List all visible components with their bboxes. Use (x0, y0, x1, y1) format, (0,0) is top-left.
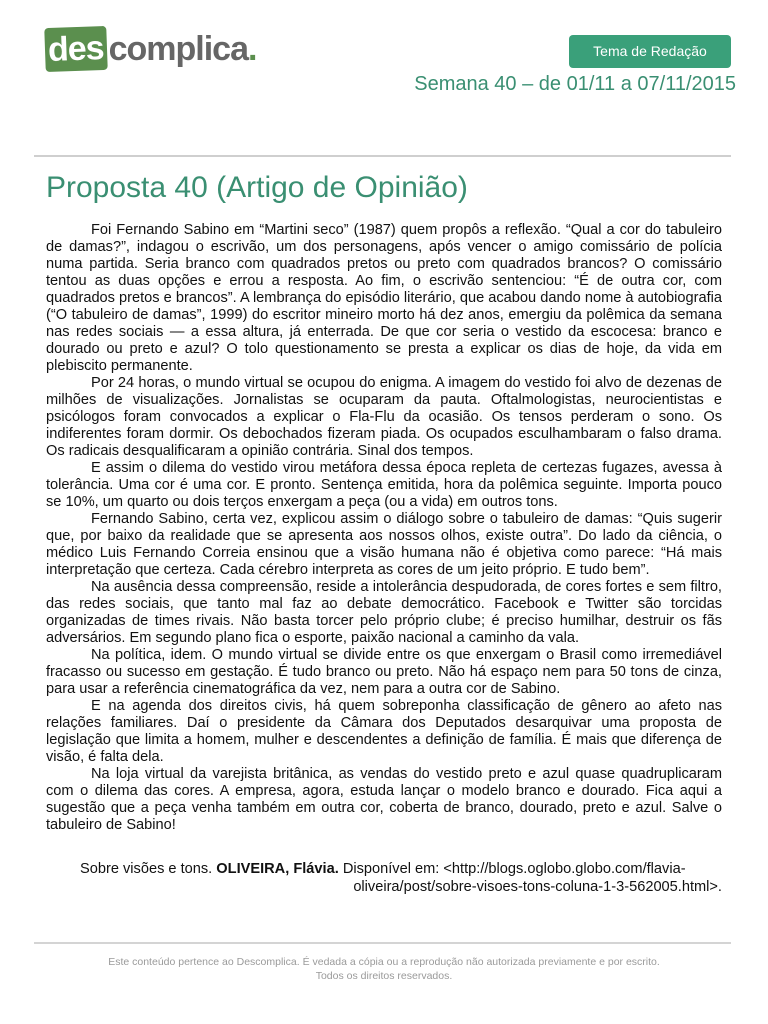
citation-author: OLIVEIRA, Flávia. (216, 861, 339, 877)
paragraph: Na política, idem. O mundo virtual se divide entre os que enxergam o Brasil como irremediável fracasso ou sucesso em gestação. É tudo branco ou preto. Não há espaço nem para 50 tons de cinza, para usar a referência cinematográfica da vez, nem para a outra cor de Sabino. (46, 647, 722, 697)
paragraph: Na ausência dessa compreensão, reside a intolerância despudorada, de cores fortes e sem filtro, das redes sociais, que tanto mal faz ao debate democrático. Facebook e Twitter são torcidas organizadas de times rivais. Não basta torcer pelo próprio clube; é preciso humilhar, destruir os fãs adversários. Em segundo plano fica o esporte, paixão nacional a caminho da vala. (46, 579, 722, 646)
logo-wordmark-text: complica (108, 30, 248, 68)
paragraph: Por 24 horas, o mundo virtual se ocupou do enigma. A imagem do vestido foi alvo de dezenas de milhões de visualizações. Jornalistas se ocuparam da pauta. Oftalmologistas, neurocientistas e psicólogos foram convocados a explicar o Fla-Flu da ocasião. Os tensos perderam o sono. Os indiferentes foram dormir. Os debochados fizeram piada. Os ocupados esculhambaram o falso drama. Os radicais desqualificaram a opinião contrária. Sinal dos tempos. (46, 375, 722, 459)
footer-notice (60, 955, 708, 983)
page-title: Proposta 40 (Artigo de Opinião) (46, 171, 468, 204)
logo-dot: . (247, 30, 257, 68)
paragraph: E na agenda dos direitos civis, há quem sobreponha classificação de gênero ao afeto nas relações familiares. Daí o presidente da Câmara dos Deputados desarquivar uma proposta de legislação que limita a homem, mulher e descendentes a definição de família. É mais que diferença de visão, é falta dela. (46, 698, 722, 765)
week-label: Semana 40 – de 01/11 a 07/11/2015 (414, 73, 736, 95)
citation-line-1 (80, 860, 722, 878)
tema-redacao-button[interactable]: Tema de Redação (569, 35, 731, 68)
citation-available: Disponível em: <http://blogs.oglobo.globo.com/flavia- (338, 861, 686, 877)
citation-prefix: Sobre visões e tons. (80, 861, 217, 877)
footer-line-1: Este conteúdo pertence ao Descomplica. É vedada a cópia ou a reprodução não autorizada previamente e por escrito. (108, 956, 660, 968)
paragraph: Na loja virtual da varejista britânica, as vendas do vestido preto e azul quase quadruplicaram com o dilema das cores. A empresa, agora, estuda lançar o modelo branco e dourado. Fica aqui a sugestão que a peça venha também em outra cor, coberta de branco, dourado, preto e azul. Salve o tabuleiro de Sabino! (46, 766, 722, 833)
paragraph: E assim o dilema do vestido virou metáfora dessa época repleta de certezas fugazes, avessa à tolerância. Uma cor é uma cor. E pronto. Sentença emitida, hora da polêmica seguinte. Importa pouco se 10%, um quarto ou dois terços enxergam a peça (ou a vida) em outros tons. (46, 460, 722, 510)
paragraph: Fernando Sabino, certa vez, explicou assim o diálogo sobre o tabuleiro de damas: “Quis sugerir que, por baixo da realidade que se apresenta aos nossos olhos, existe outra”. Do lado da ciência, o médico Luis Fernando Correia ensinou que a visão humana não é objetiva como parece: “Há mais interpretação que certeza. Cada cérebro interpreta as cores de um jeito próprio. E tudo bem”. (46, 511, 722, 578)
logo-badge: des (44, 26, 107, 72)
paragraph: Foi Fernando Sabino em “Martini seco” (1987) quem propôs a reflexão. “Qual a cor do tabuleiro de damas?”, indagou o escrivão, um dos personagens, após vencer o amigo comissário de polícia numa partida. Seria branco com quadrados pretos ou preto com quadrados brancos? O comissário tentou as duas opções e errou a resposta. Ao fim, o escrivão sentenciou: “É de outra cor, com quadrados pretos e brancos”. A lembrança do episódio literário, que acabou dando nome à autobiografia (“O tabuleiro de damas”, 1999) do escritor mineiro morto há dez anos, emergiu da polêmica da semana nas redes sociais — a essa altura, já enterrada. De que cor seria o vestido da escocesa: branco e dourado ou preto e azul? O tolo questionamento se presta a explicar os dias de hoje, da vida em plebiscito permanente. (46, 222, 722, 374)
footer-divider (34, 942, 731, 944)
citation-url[interactable]: oliveira/post/sobre-visoes-tons-coluna-1-3-562005.html>. (353, 879, 722, 895)
footer-line-2: Todos os direitos reservados. (315, 970, 453, 982)
article-body (46, 222, 722, 834)
header-divider (34, 155, 731, 157)
descomplica-logo[interactable] (45, 26, 256, 72)
logo-wordmark (109, 27, 257, 71)
source-citation (80, 860, 722, 896)
